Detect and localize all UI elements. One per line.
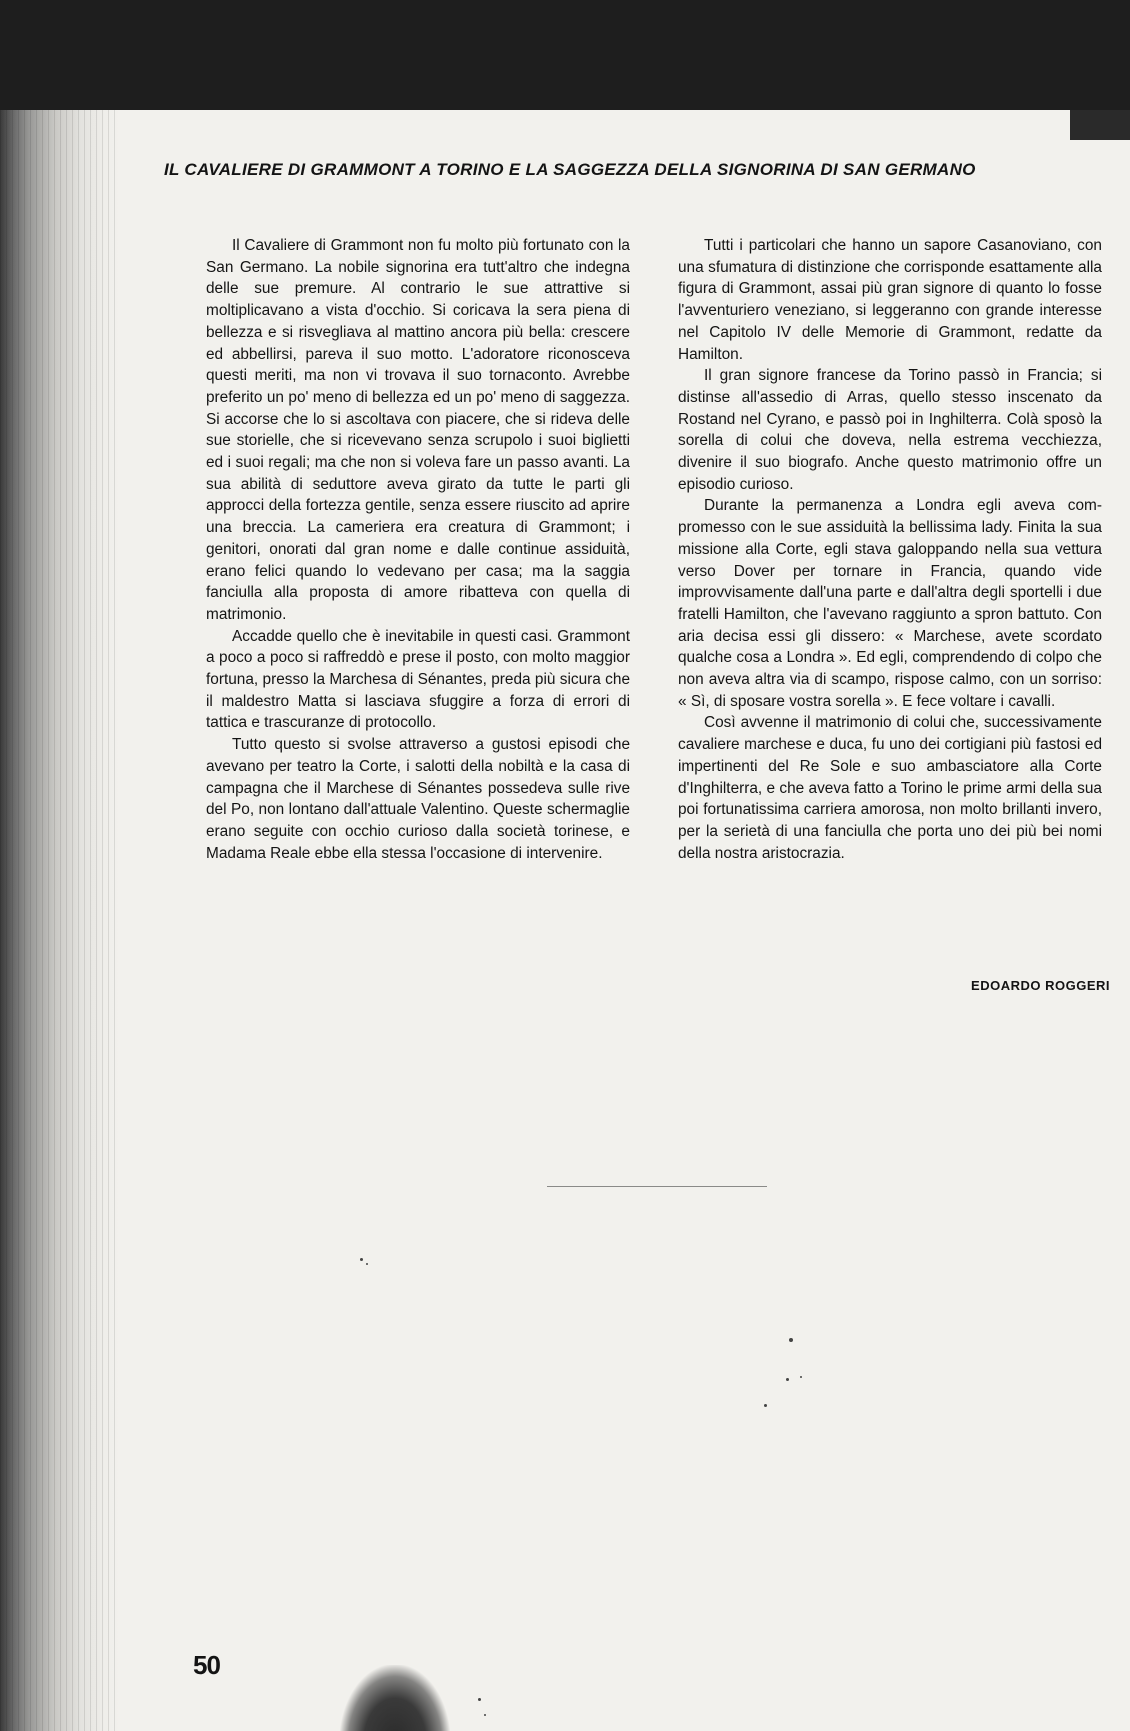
paragraph: Il Cavaliere di Grammont non fu molto più fortunato con la San Germano. La nobile signorina era tutt'altro che indegna delle sue premure. Al contrario le sue attrattive si moltiplicavano a vista d'occhio. Si coricava la sera piena di bellezza e si risvegliava al mattino ancora più bella: crescere ed abbellirsi, pareva il suo motto. L'adoratore riconosceva questi meriti, ma non vi trovava il suo tornaconto. Avrebbe preferito un po' meno di bellezza ed un po' meno di saggezza. Si accorse che lo si ascoltava con piacere, che si rideva delle sue storielle, che si ricevevano senza scrupolo i suoi biglietti ed i suoi regali; ma che non si voleva fare un passo avanti. La sua abilità di seduttore aveva girato da tutte le parti gli approcci della fortezza gentile, senza essere riuscito ad aprire una breccia. La cameriera era creatura di Grammont; i genitori, onorati dal gran nome e dalle continue assiduità, erano felici quando lo vedevano per casa; ma la saggia fanciulla alla proposta di amore ribatteva con quella di matrimonio. bbox=[206, 237, 630, 623]
paragraph: Tutti i particolari che hanno un sapore Casanoviano, con una sfumatura di distinzione che corrisponde esattamente alla figura di Grammont, assai più gran signore di quanto lo fosse l'avventuriero veneziano, si leggeranno con grande interesse nel Capitolo IV delle Memorie di Grammont, redatte da Hamilton. bbox=[678, 237, 1102, 363]
print-speck bbox=[800, 1376, 802, 1378]
print-speck bbox=[764, 1404, 767, 1407]
ink-smudge bbox=[340, 1665, 450, 1731]
author-signature: EDOARDO ROGGERI bbox=[971, 978, 1110, 993]
scan-shadow bbox=[1070, 110, 1130, 140]
divider-rule bbox=[547, 1186, 767, 1187]
right-column bbox=[678, 235, 1102, 864]
page-number: 50 bbox=[193, 1650, 220, 1680]
left-column bbox=[206, 235, 630, 864]
print-speck bbox=[484, 1714, 486, 1716]
paragraph: Tutto questo si svolse attraverso a gustosi episodi che avevano per teatro la Corte, i salotti della nobiltà e la casa di campagna che il Marchese di Sénantes possedeva sulle rive del Po, non lontano dall'attuale Valentino. Queste schermaglie erano seguite con occhio curioso dalla società torinese, e Madama Reale ebbe ella stessa l'occasione di intervenire. bbox=[206, 736, 630, 862]
running-header: IL CAVALIERE DI GRAMMONT A TORINO E LA SAGGEZZA DELLA SIGNORINA DI SAN GERMANO bbox=[164, 160, 976, 179]
paragraph: Accadde quello che è inevitabile in questi casi. Grammont a poco a poco si raffreddò e prese il posto, con molto maggior fortuna, presso la Marchesa di Sénantes, preda più sicura che il maldestro Matta si lasciava sfuggire a forza di errori di tattica e trascuranze di protocollo. bbox=[206, 627, 630, 732]
print-speck bbox=[786, 1378, 789, 1381]
print-speck bbox=[478, 1698, 481, 1701]
print-speck bbox=[360, 1258, 363, 1261]
magazine-page bbox=[0, 110, 1130, 1731]
paragraph: Il gran signore francese da Torino passò in Francia; si distinse all'assedio di Arras, quello stesso inscenato da Rostand nel Cyrano, e passò poi in Inghilterra. Colà sposò la sorella di colui che doveva, nella estrema vecchiezza, divenire il suo biografo. Anche questo matrimonio offre un episodio curioso. bbox=[678, 367, 1102, 493]
print-speck bbox=[366, 1263, 368, 1265]
paragraph: Durante la permanenza a Londra egli aveva compromesso con le sue assiduità la bellissima lady. Finita la sua missione alla Corte, egli stava galoppando nella sua vettura verso Dover per tornare in Francia, quando vide improvvisamente dall'una parte e dall'altra degli sportelli i due fratelli Hamilton, che l'avevano raggiunto a spron battuto. Con aria decisa essi gli dissero: « Marchese, avete scordato qualche cosa a Londra ». Ed egli, comprendendo di colpo che non aveva altra via di scampo, rispose calmo, con un sorriso: « Sì, di sposare vostra sorella ». E fece voltare i cavalli. bbox=[678, 497, 1102, 710]
print-speck bbox=[789, 1338, 793, 1342]
paragraph: Così avvenne il matrimonio di colui che, successivamente cavaliere marchese e duca, fu uno dei cortigiani più fastosi ed impertinenti del Re Sole e suo ambasciatore alla Corte d'Inghilterra, e che aveva fatto a Torino le prime armi della sua poi fortunatissima carriera amorosa, non molto brillanti invero, per la serietà di una fanciulla che porta uno dei più bei nomi della nostra aristocrazia. bbox=[678, 714, 1102, 862]
binding-shadow bbox=[0, 110, 120, 1731]
